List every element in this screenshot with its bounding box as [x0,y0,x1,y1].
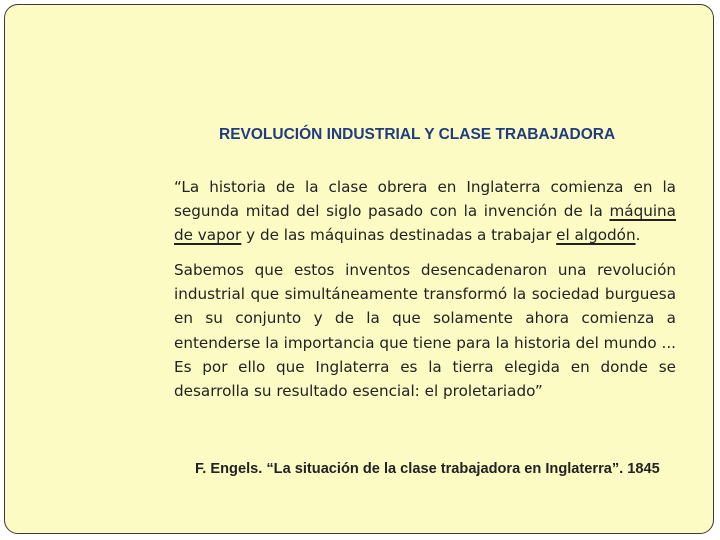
underlined-term-steam-engine: máquina de vapor [174,202,676,245]
quote-paragraph-2: Sabemos que estos inventos desencadenaron una revolución industrial que simultáneamente transformó la sociedad burguesa en su conjunto y de la que solamente ahora comienza a entenderse la importancia que tiene para la historia del mundo ... Es por ello que Inglaterra es la tierra elegida en donde se desarrolla su resultado esencial: el proletariado” [174,261,676,400]
quote-text: . [635,226,641,245]
quote-text: y de las máquinas destinadas a trabajar [241,226,557,245]
quote-paragraph-1 [174,175,676,247]
slide [4,4,714,534]
slide-title: REVOLUCIÓN INDUSTRIAL Y CLASE TRABAJADORA [219,126,616,143]
quote-text: “La historia de la clase obrera en Inglaterra comienza en la segunda mitad del siglo pasado con la invención de la [174,178,676,221]
citation: F. Engels. “La situación de la clase trabajadora en Inglaterra”. 1845 [195,461,660,477]
quote-block [174,175,676,403]
underlined-term-cotton: el algodón [556,226,636,245]
